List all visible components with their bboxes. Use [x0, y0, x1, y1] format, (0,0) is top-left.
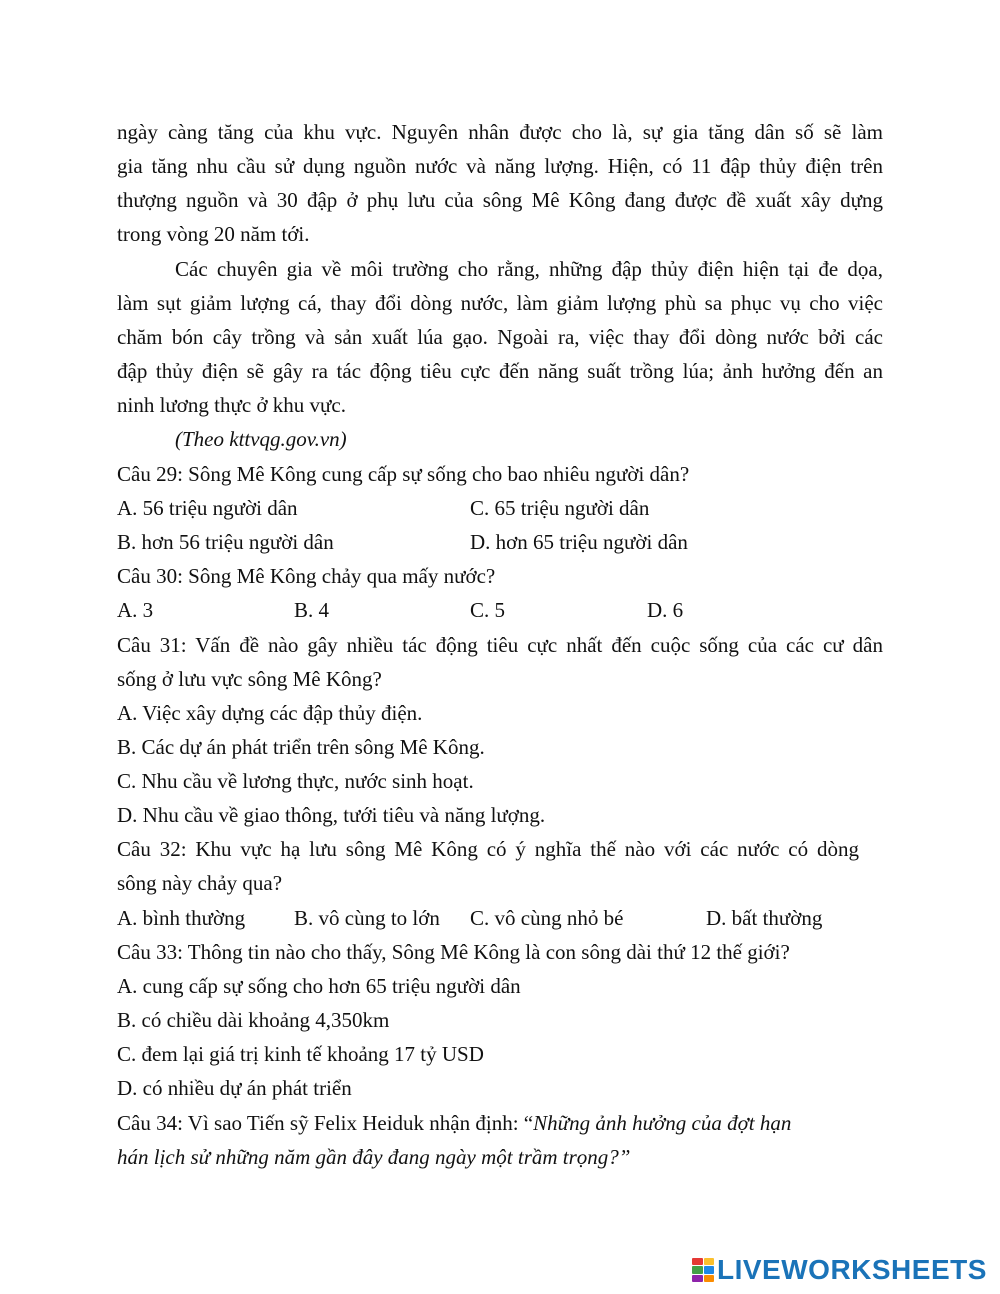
q29-option-c: C. 65 triệu người dân — [470, 496, 650, 520]
logo-block-6 — [704, 1275, 715, 1282]
logo-text: LIVEWORKSHEETS — [717, 1254, 987, 1285]
question-34-prefix: Câu 34: Vì sao Tiến sỹ Felix Heiduk nhận định: “ — [117, 1111, 534, 1135]
question-31-line1: Câu 31: Vấn đề nào gây nhiều tác động tiêu cực nhất đến cuộc sống của các cư dân — [117, 633, 883, 657]
paragraph1-line3: thượng nguồn và 30 đập ở phụ lưu của sông Mê Kông đang được đề xuất xây dựng — [117, 188, 883, 212]
question-34-line1 — [117, 1106, 867, 1140]
q30-option-a: A. 3 — [117, 598, 154, 622]
q31-option-b: B. Các dự án phát triển trên sông Mê Kông. — [117, 735, 485, 759]
question-32-line1: Câu 32: Khu vực hạ lưu sông Mê Kông có ý nghĩa thế nào với các nước có dòng — [117, 837, 859, 861]
q32-option-b: B. vô cùng to lớn — [294, 906, 440, 930]
q33-option-d: D. có nhiều dự án phát triển — [117, 1076, 352, 1100]
logo-block-1 — [692, 1258, 703, 1265]
paragraph1-line1: ngày càng tăng của khu vực. Nguyên nhân được cho là, sự gia tăng dân số sẽ làm — [117, 120, 883, 144]
q33-option-a: A. cung cấp sự sống cho hơn 65 triệu người dân — [117, 974, 521, 998]
q31-option-c: C. Nhu cầu về lương thực, nước sinh hoạt. — [117, 769, 474, 793]
liveworksheets-logo[interactable] — [692, 1253, 987, 1287]
question-32-line2: sông này chảy qua? — [117, 871, 283, 895]
paragraph1-line2: gia tăng nhu cầu sử dụng nguồn nước và năng lượng. Hiện, có 11 đập thủy điện trên — [117, 154, 883, 178]
paragraph2-line3: chăm bón cây trồng và sản xuất lúa gạo. Ngoài ra, việc thay đổi dòng nước bởi các — [117, 325, 883, 349]
question-34-quote-part1: Những ảnh hưởng của đợt hạn — [533, 1111, 792, 1135]
q32-option-d: D. bất thường — [706, 906, 823, 930]
q30-option-c: C. 5 — [470, 598, 506, 622]
question-30: Câu 30: Sông Mê Kông chảy qua mấy nước? — [117, 564, 496, 588]
logo-block-5 — [692, 1275, 703, 1282]
q33-option-c: C. đem lại giá trị kinh tế khoảng 17 tỷ USD — [117, 1042, 484, 1066]
q33-option-b: B. có chiều dài khoảng 4,350km — [117, 1008, 390, 1032]
logo-block-2 — [704, 1258, 715, 1265]
paragraph2-line5: ninh lương thực ở khu vực. — [117, 393, 347, 417]
question-31-line2: sống ở lưu vực sông Mê Kông? — [117, 667, 382, 691]
q31-option-a: A. Việc xây dựng các đập thủy điện. — [117, 701, 423, 725]
paragraph1-line4: trong vòng 20 năm tới. — [117, 222, 310, 246]
paragraph2-line1: Các chuyên gia về môi trường cho rằng, những đập thủy điện hiện tại đe dọa, — [175, 257, 883, 281]
q32-option-c: C. vô cùng nhỏ bé — [470, 906, 624, 930]
q29-option-d: D. hơn 65 triệu người dân — [470, 530, 688, 554]
q29-option-a: A. 56 triệu người dân — [117, 496, 298, 520]
logo-block-4 — [704, 1266, 715, 1273]
q30-option-b: B. 4 — [294, 598, 330, 622]
q32-option-a: A. bình thường — [117, 906, 246, 930]
paragraph2-line4: đập thủy điện sẽ gây ra tác động tiêu cực đến năng suất trồng lúa; ảnh hưởng đến an — [117, 359, 883, 383]
source-citation: (Theo kttvqg.gov.vn) — [175, 427, 347, 451]
q30-option-d: D. 6 — [647, 598, 684, 622]
question-29: Câu 29: Sông Mê Kông cung cấp sự sống cho bao nhiêu người dân? — [117, 462, 690, 486]
q29-option-b: B. hơn 56 triệu người dân — [117, 530, 334, 554]
logo-block-3 — [692, 1266, 703, 1273]
q31-option-d: D. Nhu cầu về giao thông, tưới tiêu và năng lượng. — [117, 803, 546, 827]
question-34-line2: hán lịch sử những năm gần đây đang ngày một trầm trọng?” — [117, 1145, 631, 1169]
question-33: Câu 33: Thông tin nào cho thấy, Sông Mê Kông là con sông dài thứ 12 thế giới? — [117, 940, 790, 964]
paragraph2-line2: làm sụt giảm lượng cá, thay đổi dòng nước, làm giảm lượng phù sa phục vụ cho việc — [117, 291, 883, 315]
logo-grid-icon — [692, 1258, 714, 1282]
